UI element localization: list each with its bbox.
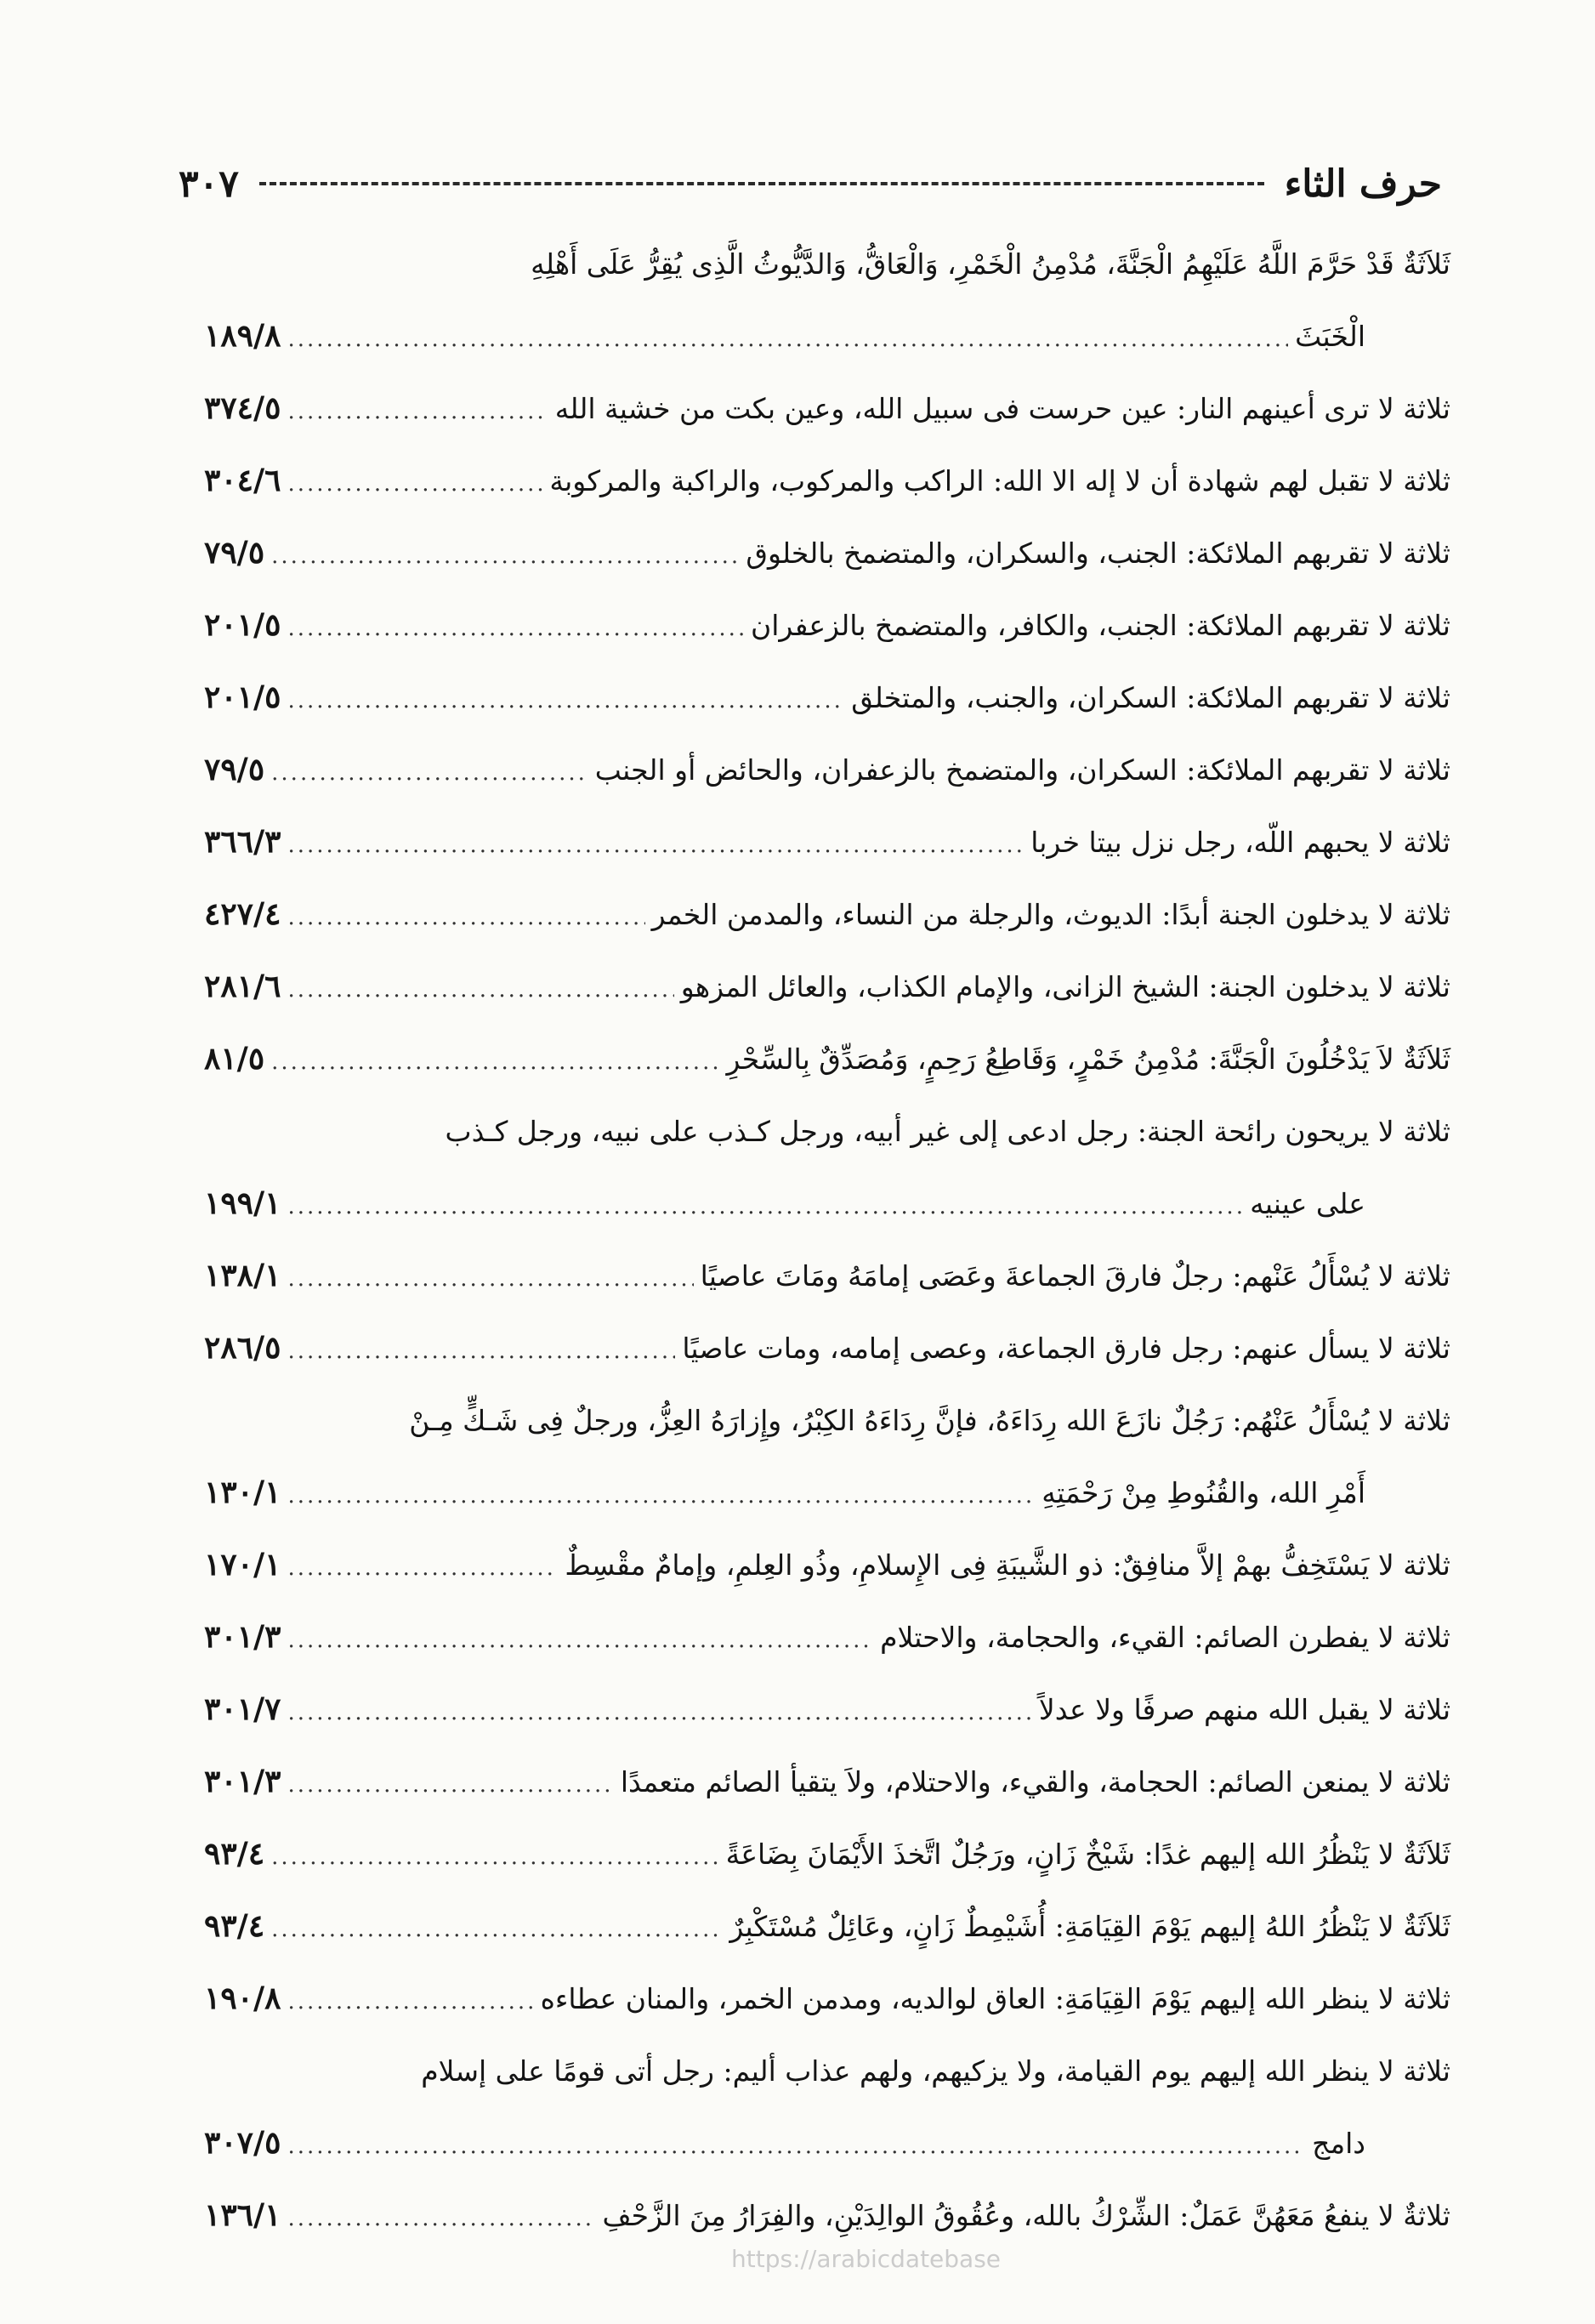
dot-leader	[288, 593, 745, 665]
entry-text: ثلاثة لا يريحون رائحة الجنة: رجل ادعى إلى غير أبيه، ورجل كـذب على نبيه، ورجل كـذب	[445, 1115, 1450, 1148]
index-entry	[204, 1095, 1450, 1240]
entry-text: ثلاثة لا ترى أعينهم النار: عين حرست فى سبيل الله، وعين بكت من خشية الله	[554, 392, 1450, 425]
index-entry	[204, 372, 1450, 445]
index-entry	[204, 662, 1450, 734]
entry-line	[204, 445, 1450, 517]
entry-line	[204, 1095, 1450, 1168]
entry-line	[204, 1240, 1450, 1312]
entry-line	[204, 662, 1450, 734]
entry-line	[204, 517, 1450, 589]
entry-line	[204, 1746, 1450, 1818]
index-entry	[204, 1312, 1450, 1384]
entry-text: ثلاثة لا تقربهم الملائكة: الجنب، والسكران، والمتضمخ بالخلوق	[746, 537, 1450, 570]
entry-line	[204, 2107, 1450, 2179]
entry-reference: ٧٩/٥	[204, 535, 265, 571]
entry-reference: ٧٩/٥	[204, 752, 265, 787]
dot-leader	[288, 1460, 1036, 1532]
index-entry	[204, 1673, 1450, 1746]
dot-leader	[288, 954, 674, 1026]
entry-line	[204, 1168, 1450, 1240]
entry-reference: ٢٨١/٦	[204, 969, 281, 1004]
entry-line	[204, 1601, 1450, 1673]
entry-line	[204, 1023, 1450, 1095]
entry-text: ثلاثة لا تقبل لهم شهادة أن لا إله الا الله: الراكب والمركوب، والراكبة والمركوبة	[549, 464, 1450, 497]
dot-leader	[271, 520, 739, 593]
entry-text: ثلاثة لا يَسْتَخِفُّ بهمْ إلاَّ منافِقٌ: ذو الشَّيبَةِ فِى الإِسلامِ، وذُو العِلمِ، وإمامٌ مقْسِطٌ	[565, 1548, 1450, 1582]
dot-leader	[288, 810, 1025, 882]
entry-reference: ١٩٠/٨	[204, 1980, 281, 2016]
entry-text: ثلاثة لا يقبل الله منهم صرفًا ولا عدلاً	[1038, 1693, 1450, 1726]
dot-leader	[288, 1677, 1032, 1749]
entry-line	[204, 1673, 1450, 1746]
entry-line	[204, 1529, 1450, 1601]
dot-leader	[288, 2111, 1306, 2183]
entry-line	[204, 1457, 1450, 1529]
entry-line	[204, 1312, 1450, 1384]
index-entry	[204, 1818, 1450, 1890]
entry-line	[204, 372, 1450, 445]
entry-reference: ٣٠١/٣	[204, 1619, 281, 1655]
watermark-text: https://arabicdatebase	[731, 2245, 1002, 2273]
index-entry	[204, 1384, 1450, 1529]
index-entry	[204, 1529, 1450, 1601]
entry-text: ثلاثة لا يحبهم اللّه، رجل نزل بيتا خربا	[1030, 826, 1450, 859]
dot-leader	[288, 376, 548, 448]
entry-reference: ١٩٩/١	[204, 1185, 281, 1221]
page-header	[179, 150, 1442, 218]
index-entry	[204, 1601, 1450, 1673]
entry-text: الْخَبَثَ	[1295, 320, 1365, 353]
dot-leader	[271, 1026, 719, 1099]
entry-line	[204, 2179, 1450, 2252]
entry-reference: ٣٠١/٣	[204, 1764, 281, 1799]
entry-line	[204, 1890, 1450, 1963]
entry-line	[204, 2035, 1450, 2107]
index-entry	[204, 517, 1450, 589]
entry-text: ثلاثة لا ينظر الله إليهم يوم القيامة، ولا يزكيهم، ولهم عذاب أليم: رجل أتى قومًا على إسلام	[421, 2054, 1450, 2088]
entry-text: ثلاثةٌ لا ينفعُ مَعَهُنَّ عَمَلٌ: الشِّرْكُ بالله، وعُقُوقُ الوالِدَيْنِ، والفِرَارُ مِنَ الزَّحْفِ	[602, 2199, 1450, 2232]
dot-leader	[271, 1894, 723, 1966]
header-dashed-rule	[259, 182, 1264, 185]
entry-text: ثلاثة لا يُسْأَلُ عَنْهُم: رَجُلٌ نازَعَ الله رِدَاءَهُ، فإنَّ رِدَاءَهُ الكِبْرُ، وإِزارَهُ العِزُّ، ورجلٌ فِى شَـكٍّ مِـنْ	[409, 1404, 1450, 1437]
entry-text: دامج	[1312, 2127, 1365, 2160]
entry-text: ثلاثة لا يمنعن الصائم: الحجامة، والقيء، والاحتلام، ولاَ يتقيأ الصائم متعمدًا	[620, 1765, 1450, 1798]
entry-reference: ١٧٠/١	[204, 1547, 281, 1582]
entry-text: ثلاثة لا ينظر الله إليهم يَوْمَ القِيَامَةِ: العاق لوالديه، ومدمن الخمر، والمنان عطاءه	[540, 1982, 1450, 2015]
entry-reference: ٢٨٦/٥	[204, 1330, 281, 1366]
entry-text: ثلاثة لا يدخلون الجنة أبدًا: الديوث، والرجلة من النساء، والمدمن الخمر	[651, 898, 1450, 931]
entry-reference: ١٨٩/٨	[204, 318, 281, 354]
index-entry	[204, 1240, 1450, 1312]
entry-reference: ٢٠١/٥	[204, 679, 281, 715]
entry-reference: ٣٦٦/٣	[204, 824, 281, 860]
entry-reference: ٣٠١/٧	[204, 1691, 281, 1727]
dot-leader	[288, 2183, 596, 2255]
index-entry	[204, 1890, 1450, 1963]
index-entries	[204, 228, 1450, 2252]
entry-reference: ٩٣/٤	[204, 1908, 265, 1944]
entry-text: ثلاثة لا تقربهم الملائكة: السكران، والجنب، والمتخلق	[851, 681, 1450, 714]
entry-reference: ٢٠١/٥	[204, 607, 281, 643]
entry-text: ثلاثة لا تقربهم الملائكة: السكران، والمتضمخ بالزعفران، والحائض أو الجنب	[594, 753, 1450, 787]
index-entry	[204, 445, 1450, 517]
dot-leader	[288, 1532, 559, 1605]
entry-reference: ٤٢٧/٤	[204, 896, 281, 932]
dot-leader	[288, 1315, 676, 1388]
index-entry	[204, 1746, 1450, 1818]
index-entry	[204, 1963, 1450, 2035]
entry-text: ثَلاَثَةٌ لا يَنْظُرُ الله إليهم غدًا: شَيْخٌ زَانٍ، ورَجُلٌ اتَّخذَ الأَيْمَانَ بِضَاعَةً	[725, 1838, 1450, 1871]
dot-leader	[271, 737, 588, 810]
index-entry	[204, 589, 1450, 662]
dot-leader	[288, 448, 543, 520]
dot-leader	[288, 1243, 694, 1315]
index-entry	[204, 2035, 1450, 2179]
entry-line	[204, 1384, 1450, 1457]
dot-leader	[288, 1171, 1244, 1243]
entry-line	[204, 734, 1450, 806]
index-entry	[204, 2179, 1450, 2252]
entry-text: ثلاثة لا يُسْأَلُ عَنْهم: رجلٌ فارقَ الجماعةَ وعَصَى إمامَهُ ومَاتَ عاصيًا	[700, 1259, 1450, 1293]
dot-leader	[288, 665, 845, 737]
page-number: ٣٠٧	[179, 162, 239, 206]
entry-line	[204, 300, 1450, 372]
entry-reference: ٨١/٥	[204, 1041, 265, 1077]
dot-leader	[288, 304, 1289, 376]
entry-text: على عينيه	[1250, 1187, 1365, 1220]
entry-line	[204, 1818, 1450, 1890]
entry-line	[204, 951, 1450, 1023]
index-entry	[204, 878, 1450, 951]
entry-text: ثلاثة لا يدخلون الجنة: الشيخ الزانى، والإمام الكذاب، والعائل المزهو	[680, 970, 1450, 1003]
entry-line	[204, 878, 1450, 951]
entry-text: ثلاثة لا يسأل عنهم: رجل فارق الجماعة، وعصى إمامه، ومات عاصيًا	[682, 1332, 1450, 1365]
entry-text: ثَلاَثَةٌ لا يَنْظُرُ اللهُ إليهم يَوْمَ القِيَامَةِ: أُشَيْمِطٌ زَانٍ، وعَائِلٌ مُسْتَكْبِرٌ	[729, 1910, 1450, 1943]
entry-line	[204, 806, 1450, 878]
entry-reference: ٣٠٤/٦	[204, 463, 281, 498]
entry-reference: ١٣٦/١	[204, 2197, 281, 2233]
chapter-title: حرف الثاء	[1284, 162, 1442, 206]
entry-reference: ١٣٨/١	[204, 1258, 281, 1293]
index-entry	[204, 734, 1450, 806]
index-entry	[204, 951, 1450, 1023]
dot-leader	[271, 1821, 718, 1894]
entry-text: ثلاثة لا يفطرن الصائم: القيء، والحجامة، والاحتلام	[880, 1621, 1450, 1654]
entry-line	[204, 228, 1450, 300]
index-entry	[204, 1023, 1450, 1095]
dot-leader	[288, 1605, 874, 1677]
entry-reference: ٩٣/٤	[204, 1836, 265, 1872]
dot-leader	[288, 1749, 614, 1821]
entry-text: أَمْرِ الله، والقُنُوطِ مِنْ رَحْمَتِهِ	[1042, 1476, 1365, 1509]
entry-text: ثَلاَثَةٌ قَدْ حَرَّمَ اللَّهُ عَلَيْهِمُ الْجَنَّةَ، مُدْمِنُ الْخَمْرِ، وَالْعَاقُّ، وَالدَّيُّوثُ الَّذِى يُقِرُّ عَلَى أَهْلِهِ	[531, 247, 1450, 281]
entry-text: ثلاثة لا تقربهم الملائكة: الجنب، والكافر، والمتضمخ بالزعفران	[751, 609, 1450, 642]
entry-text: ثَلاَثَةٌ لاَ يَدْخُلُونَ الْجَنَّةَ: مُدْمِنُ خَمْرٍ، وَقَاطِعُ رَحِمٍ، وَمُصَدِّقٌ بِالسِّحْرِ	[726, 1043, 1450, 1076]
index-entry	[204, 228, 1450, 372]
dot-leader	[288, 882, 645, 954]
dot-leader	[288, 1966, 534, 2038]
entry-line	[204, 589, 1450, 662]
entry-reference: ٣٧٤/٥	[204, 390, 281, 426]
entry-line	[204, 1963, 1450, 2035]
entry-reference: ٣٠٧/٥	[204, 2125, 281, 2161]
index-entry	[204, 806, 1450, 878]
entry-reference: ١٣٠/١	[204, 1475, 281, 1510]
